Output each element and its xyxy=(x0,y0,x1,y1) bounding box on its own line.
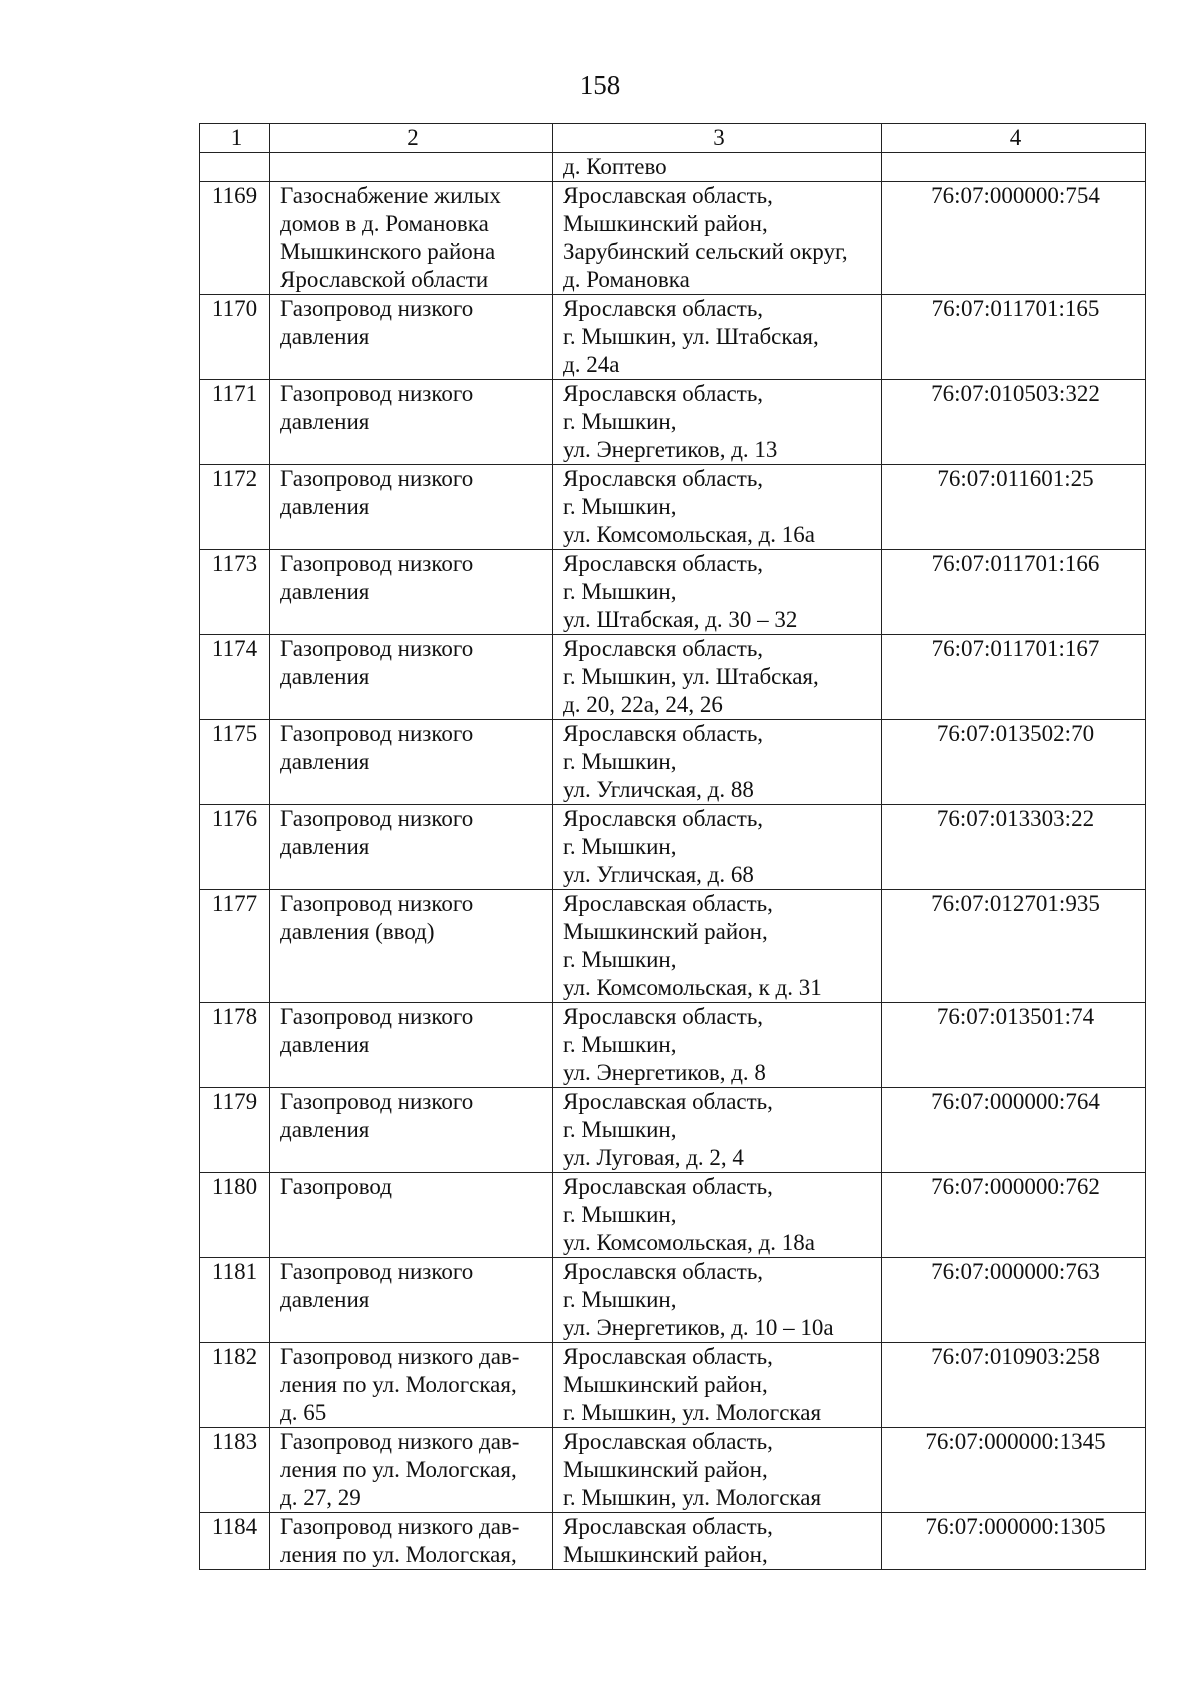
address-line: г. Мышкин, ул. Мологская xyxy=(563,1485,822,1510)
object-name-cell xyxy=(270,295,553,380)
object-name-line: давления xyxy=(280,664,370,689)
address-line: ул. Энергетиков, д. 13 xyxy=(563,437,778,462)
table-row xyxy=(200,635,1146,720)
row-number-cell: 1179 xyxy=(200,1088,270,1173)
object-name-line: Газопровод низкого xyxy=(280,721,474,746)
address-cell xyxy=(553,1258,882,1343)
object-name-line: Газопровод низкого дав- xyxy=(280,1429,520,1454)
object-name-cell xyxy=(270,635,553,720)
address-line: Мышкинский район, xyxy=(563,1542,768,1567)
object-name-line: ления по ул. Мологская, xyxy=(280,1372,517,1397)
address-line: ул. Угличская, д. 88 xyxy=(563,777,754,802)
table-row xyxy=(200,1428,1146,1513)
address-line: ул. Комсомольская, д. 18а xyxy=(563,1230,816,1255)
object-name-line: Газопровод низкого xyxy=(280,891,474,916)
object-name-line: Газопровод низкого xyxy=(280,466,474,491)
address-line: Ярославскя область, xyxy=(563,1004,764,1029)
object-name-cell xyxy=(270,1258,553,1343)
cadastral-number-cell: 76:07:011601:25 xyxy=(882,465,1146,550)
page-number: 158 xyxy=(579,70,621,100)
object-name-line: давления xyxy=(280,1287,370,1312)
object-name-line: давления xyxy=(280,1117,370,1142)
cadastral-number-cell: 76:07:011701:166 xyxy=(882,550,1146,635)
row-number-cell: 1180 xyxy=(200,1173,270,1258)
table-row xyxy=(200,1513,1146,1570)
object-name-line: давления xyxy=(280,749,370,774)
row-number-cell: 1169 xyxy=(200,182,270,295)
address-line: ул. Угличская, д. 68 xyxy=(563,862,754,887)
object-name-cell xyxy=(270,1003,553,1088)
object-name-line: д. 65 xyxy=(280,1400,327,1425)
address-line: д. 24а xyxy=(563,352,620,377)
address-cell xyxy=(553,890,882,1003)
cadastral-number-cell xyxy=(882,153,1146,182)
row-number-cell: 1172 xyxy=(200,465,270,550)
address-cell xyxy=(553,1173,882,1258)
row-number-cell: 1174 xyxy=(200,635,270,720)
address-line: г. Мышкин, xyxy=(563,1287,677,1312)
object-name-line: Газопровод низкого xyxy=(280,806,474,831)
address-line: Ярославскя область, xyxy=(563,551,764,576)
object-name-cell xyxy=(270,1088,553,1173)
table-row xyxy=(200,550,1146,635)
address-line: г. Мышкин, xyxy=(563,749,677,774)
cadastral-number-cell: 76:07:000000:1345 xyxy=(882,1428,1146,1513)
column-header: 2 xyxy=(270,124,553,153)
address-line: Ярославская область, xyxy=(563,1514,773,1539)
object-name-line: Газопровод низкого xyxy=(280,1004,474,1029)
row-number-cell: 1178 xyxy=(200,1003,270,1088)
address-line: д. 20, 22а, 24, 26 xyxy=(563,692,723,717)
row-number-cell: 1175 xyxy=(200,720,270,805)
object-name-line: Мышкинского района xyxy=(280,239,496,264)
object-name-cell xyxy=(270,1428,553,1513)
column-header: 4 xyxy=(882,124,1146,153)
object-name-cell xyxy=(270,1173,553,1258)
cadastral-number-cell: 76:07:000000:762 xyxy=(882,1173,1146,1258)
row-number-cell: 1184 xyxy=(200,1513,270,1570)
address-line: г. Мышкин, xyxy=(563,1117,677,1142)
address-line: Ярославскя область, xyxy=(563,466,764,491)
address-line: Ярославская область, xyxy=(563,1174,773,1199)
table-row xyxy=(200,182,1146,295)
object-name-cell xyxy=(270,153,553,182)
address-line: г. Мышкин, ул. Мологская xyxy=(563,1400,822,1425)
address-cell xyxy=(553,1088,882,1173)
object-name-line: ления по ул. Мологская, xyxy=(280,1457,517,1482)
cadastral-number-cell: 76:07:011701:167 xyxy=(882,635,1146,720)
object-name-line: домов в д. Романовка xyxy=(280,211,489,236)
row-number-cell: 1182 xyxy=(200,1343,270,1428)
address-cell xyxy=(553,1513,882,1570)
object-name-line: Газопровод низкого xyxy=(280,1259,474,1284)
address-cell xyxy=(553,465,882,550)
table-row xyxy=(200,465,1146,550)
object-name-line: Ярославской области xyxy=(280,267,489,292)
address-line: г. Мышкин, xyxy=(563,579,677,604)
row-number-cell: 1171 xyxy=(200,380,270,465)
address-line: Ярославская область, xyxy=(563,891,773,916)
address-line: г. Мышкин, xyxy=(563,409,677,434)
object-name-line: д. 27, 29 xyxy=(280,1485,361,1510)
object-name-line: давления (ввод) xyxy=(280,919,435,944)
table-row xyxy=(200,1258,1146,1343)
object-name-line: давления xyxy=(280,579,370,604)
address-line: г. Мышкин, xyxy=(563,947,677,972)
cadastral-number-cell: 76:07:000000:1305 xyxy=(882,1513,1146,1570)
address-line: Ярославскя область, xyxy=(563,636,764,661)
column-header: 1 xyxy=(200,124,270,153)
object-name-line: давления xyxy=(280,409,370,434)
address-line: ул. Энергетиков, д. 10 – 10а xyxy=(563,1315,834,1340)
object-name-line: Газоснабжение жилых xyxy=(280,183,501,208)
cadastral-number-cell: 76:07:013502:70 xyxy=(882,720,1146,805)
cadastral-number-cell: 76:07:000000:764 xyxy=(882,1088,1146,1173)
address-cell xyxy=(553,1428,882,1513)
address-line: Мышкинский район, xyxy=(563,211,768,236)
object-name-cell xyxy=(270,1513,553,1570)
address-cell xyxy=(553,1343,882,1428)
table-row xyxy=(200,805,1146,890)
row-number-cell: 1173 xyxy=(200,550,270,635)
table-body xyxy=(200,153,1146,1570)
table-row xyxy=(200,890,1146,1003)
address-line: Ярославская область, xyxy=(563,183,773,208)
address-line: ул. Луговая, д. 2, 4 xyxy=(563,1145,744,1170)
address-cell xyxy=(553,295,882,380)
address-line: Ярославская область, xyxy=(563,1089,773,1114)
address-line: г. Мышкин, xyxy=(563,1202,677,1227)
object-name-line: давления xyxy=(280,494,370,519)
address-line: г. Мышкин, ул. Штабская, xyxy=(563,324,819,349)
object-name-cell xyxy=(270,720,553,805)
object-name-line: ления по ул. Мологская, xyxy=(280,1542,517,1567)
object-name-cell xyxy=(270,890,553,1003)
cadastral-number-cell: 76:07:012701:935 xyxy=(882,890,1146,1003)
object-name-cell xyxy=(270,1343,553,1428)
object-name-line: давления xyxy=(280,1032,370,1057)
address-cell xyxy=(553,550,882,635)
table-row xyxy=(200,380,1146,465)
address-line: ул. Комсомольская, д. 16а xyxy=(563,522,816,547)
row-number-cell: 1177 xyxy=(200,890,270,1003)
address-line: Мышкинский район, xyxy=(563,919,768,944)
address-line: г. Мышкин, xyxy=(563,494,677,519)
cadastral-number-cell: 76:07:011701:165 xyxy=(882,295,1146,380)
address-line: д. Коптево xyxy=(563,154,667,179)
object-name-line: Газопровод низкого xyxy=(280,1089,474,1114)
row-number-cell: 1176 xyxy=(200,805,270,890)
table-row xyxy=(200,1173,1146,1258)
address-line: Ярославскя область, xyxy=(563,381,764,406)
address-line: г. Мышкин, ул. Штабская, xyxy=(563,664,819,689)
cadastral-number-cell: 76:07:000000:754 xyxy=(882,182,1146,295)
address-line: ул. Комсомольская, к д. 31 xyxy=(563,975,822,1000)
object-name-line: Газопровод xyxy=(280,1174,392,1199)
table-row xyxy=(200,720,1146,805)
object-name-cell xyxy=(270,465,553,550)
object-name-line: Газопровод низкого xyxy=(280,296,474,321)
address-line: Мышкинский район, xyxy=(563,1372,768,1397)
cadastral-number-cell: 76:07:010503:322 xyxy=(882,380,1146,465)
column-header: 3 xyxy=(553,124,882,153)
row-number-cell: 1181 xyxy=(200,1258,270,1343)
address-cell xyxy=(553,805,882,890)
address-cell xyxy=(553,153,882,182)
address-line: Мышкинский район, xyxy=(563,1457,768,1482)
address-line: Ярославскя область, xyxy=(563,1259,764,1284)
object-name-line: Газопровод низкого xyxy=(280,551,474,576)
address-line: Ярославская область, xyxy=(563,1429,773,1454)
address-line: Зарубинский сельский округ, xyxy=(563,239,848,264)
address-cell xyxy=(553,182,882,295)
row-number-cell xyxy=(200,153,270,182)
object-name-line: Газопровод низкого дав- xyxy=(280,1344,520,1369)
table-row xyxy=(200,1003,1146,1088)
row-number-cell: 1170 xyxy=(200,295,270,380)
address-line: г. Мышкин, xyxy=(563,834,677,859)
address-line: Ярославскя область, xyxy=(563,721,764,746)
address-line: Ярославскя область, xyxy=(563,296,764,321)
table-row xyxy=(200,1343,1146,1428)
address-line: г. Мышкин, xyxy=(563,1032,677,1057)
object-name-line: давления xyxy=(280,324,370,349)
table-row xyxy=(200,1088,1146,1173)
object-name-line: Газопровод низкого xyxy=(280,381,474,406)
object-name-line: давления xyxy=(280,834,370,859)
address-cell xyxy=(553,1003,882,1088)
address-cell xyxy=(553,720,882,805)
address-line: ул. Энергетиков, д. 8 xyxy=(563,1060,766,1085)
cadastral-number-cell: 76:07:013501:74 xyxy=(882,1003,1146,1088)
object-name-line: Газопровод низкого xyxy=(280,636,474,661)
object-name-cell xyxy=(270,380,553,465)
object-name-cell xyxy=(270,182,553,295)
address-line: Ярославская область, xyxy=(563,1344,773,1369)
object-name-cell xyxy=(270,805,553,890)
object-name-line: Газопровод низкого дав- xyxy=(280,1514,520,1539)
address-cell xyxy=(553,635,882,720)
table-row xyxy=(200,295,1146,380)
registry-table xyxy=(199,123,1146,1570)
table-row xyxy=(200,153,1146,182)
address-line: ул. Штабская, д. 30 – 32 xyxy=(563,607,798,632)
row-number-cell: 1183 xyxy=(200,1428,270,1513)
address-line: д. Романовка xyxy=(563,267,690,292)
address-cell xyxy=(553,380,882,465)
cadastral-number-cell: 76:07:000000:763 xyxy=(882,1258,1146,1343)
cadastral-number-cell: 76:07:013303:22 xyxy=(882,805,1146,890)
cadastral-number-cell: 76:07:010903:258 xyxy=(882,1343,1146,1428)
object-name-cell xyxy=(270,550,553,635)
table-header-row xyxy=(200,124,1146,153)
address-line: Ярославскя область, xyxy=(563,806,764,831)
